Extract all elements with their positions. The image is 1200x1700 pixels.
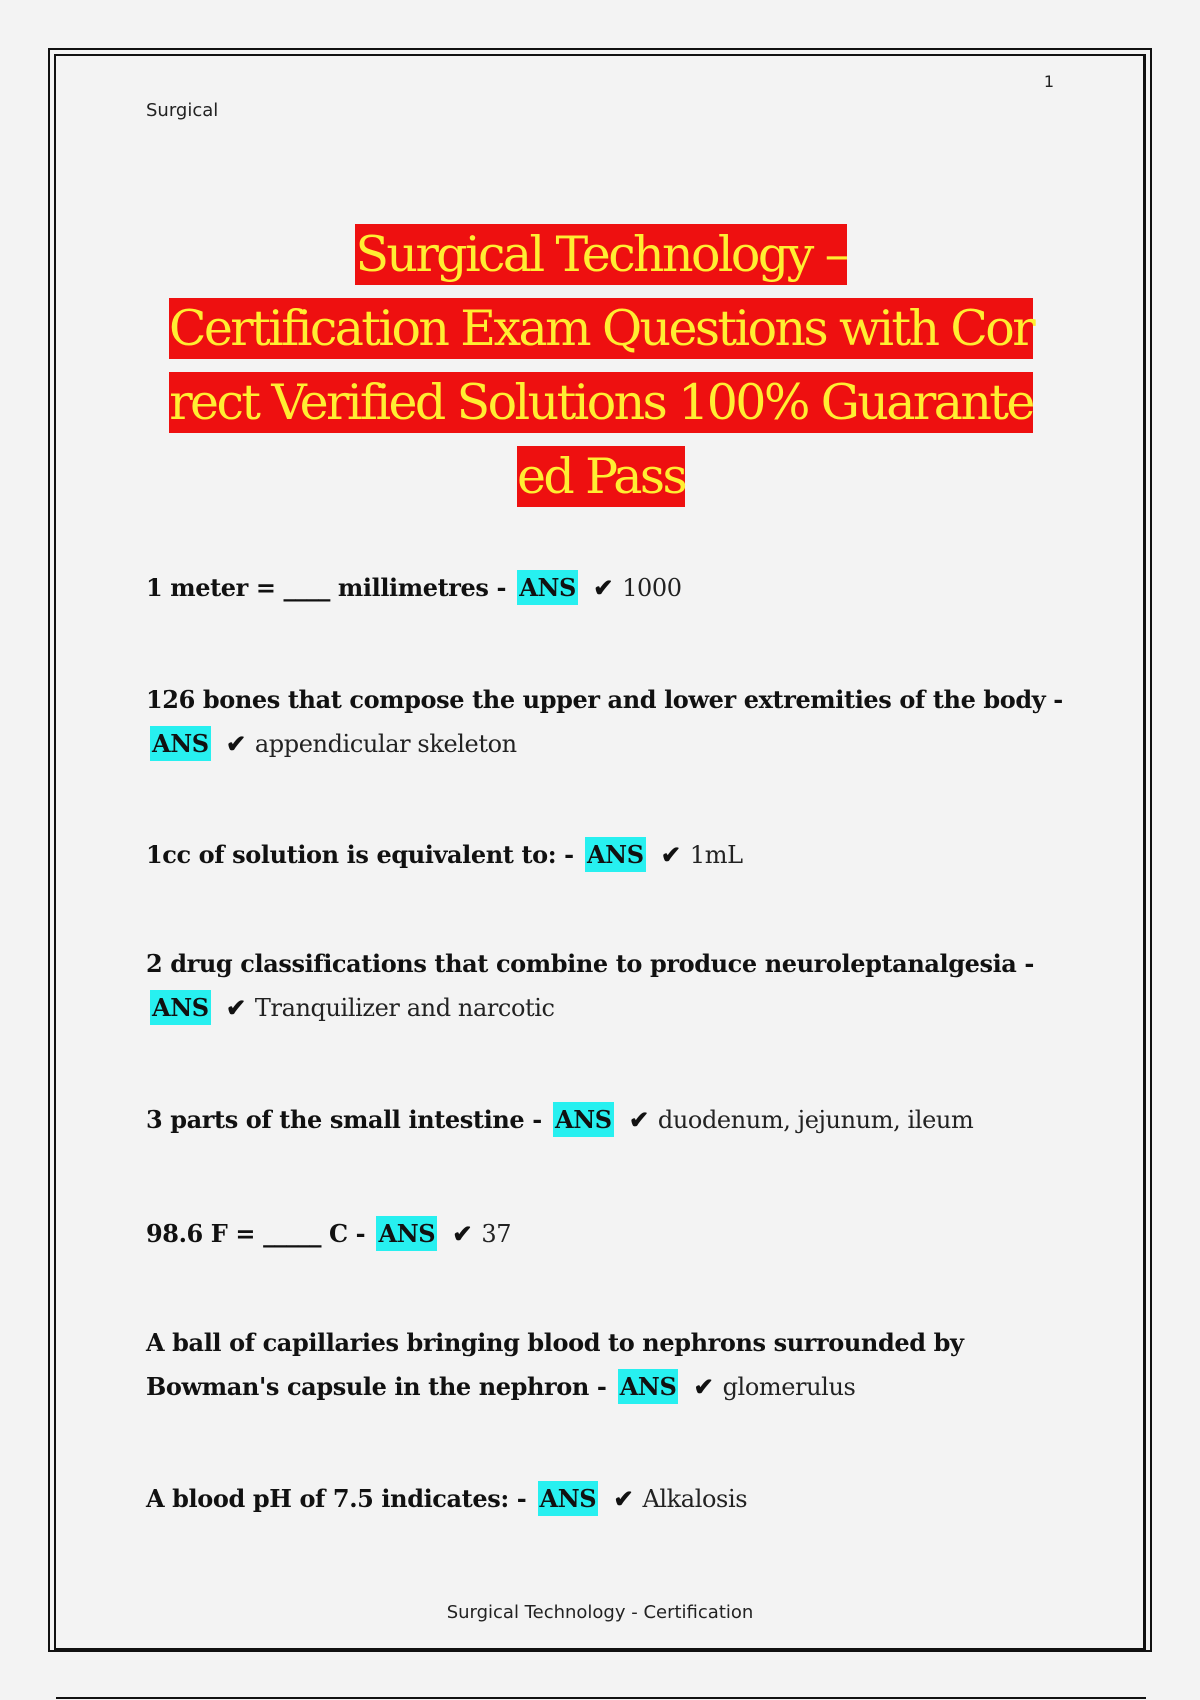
ans-label: ANS: [150, 726, 211, 761]
question-text: 1 meter = ____ millimetres -: [146, 573, 507, 602]
page-number: 1: [1043, 72, 1054, 91]
title-line-4: ed Pass: [516, 448, 685, 505]
ans-label: ANS: [553, 1102, 614, 1137]
document-title: [146, 218, 1056, 514]
check-icon: ✔: [628, 1105, 649, 1134]
page-footer: Surgical Technology - Certification: [446, 1602, 754, 1623]
ans-label: ANS: [150, 990, 211, 1025]
answer-text: duodenum, jejunum, ileum: [657, 1106, 974, 1134]
answer-text: glomerulus: [722, 1373, 856, 1401]
qa-item: [146, 1098, 1066, 1142]
running-header: Surgical: [146, 100, 219, 121]
ans-label: ANS: [585, 837, 646, 872]
answer-text: Alkalosis: [642, 1485, 748, 1513]
qa-item: [146, 566, 1066, 610]
question-text: 1cc of solution is equivalent to: -: [146, 840, 574, 869]
qa-item: [146, 833, 1066, 877]
question-text: A ball of capillaries bringing blood to nephrons surrounded by Bowman's capsule in the nephron -: [146, 1328, 964, 1401]
qa-item: [146, 1477, 1066, 1521]
answer-text: appendicular skeleton: [254, 730, 517, 758]
question-text: 2 drug classifications that combine to produce neuroleptanalgesia -: [146, 949, 1034, 978]
answer-text: 37: [481, 1220, 512, 1248]
title-line-2: Certification Exam Questions with Cor: [168, 300, 1034, 357]
check-icon: ✔: [693, 1372, 714, 1401]
answer-text: 1000: [622, 574, 682, 602]
ans-label: ANS: [538, 1481, 599, 1516]
qa-item: [146, 1212, 1066, 1256]
check-icon: ✔: [660, 840, 681, 869]
ans-label: ANS: [517, 570, 578, 605]
bottom-rule: [56, 1697, 1146, 1699]
ans-label: ANS: [376, 1216, 437, 1251]
check-icon: ✔: [593, 573, 613, 602]
answer-text: Tranquilizer and narcotic: [254, 994, 555, 1022]
question-text: 3 parts of the small intestine -: [146, 1105, 542, 1134]
check-icon: ✔: [225, 993, 246, 1022]
question-text: 126 bones that compose the upper and lower extremities of the body -: [146, 685, 1063, 714]
question-text: A blood pH of 7.5 indicates: -: [146, 1484, 527, 1513]
ans-label: ANS: [618, 1369, 679, 1404]
qa-item: [146, 942, 1066, 1030]
answer-text: 1mL: [689, 841, 743, 869]
qa-item: [146, 678, 1066, 766]
qa-item: [146, 1321, 1066, 1409]
check-icon: ✔: [452, 1219, 473, 1248]
title-line-1: Surgical Technology –: [355, 226, 847, 283]
question-text: 98.6 F = _____ C -: [146, 1219, 366, 1248]
check-icon: ✔: [613, 1484, 634, 1513]
check-icon: ✔: [225, 729, 246, 758]
title-line-3: rect Verified Solutions 100% Guarante: [169, 374, 1033, 431]
